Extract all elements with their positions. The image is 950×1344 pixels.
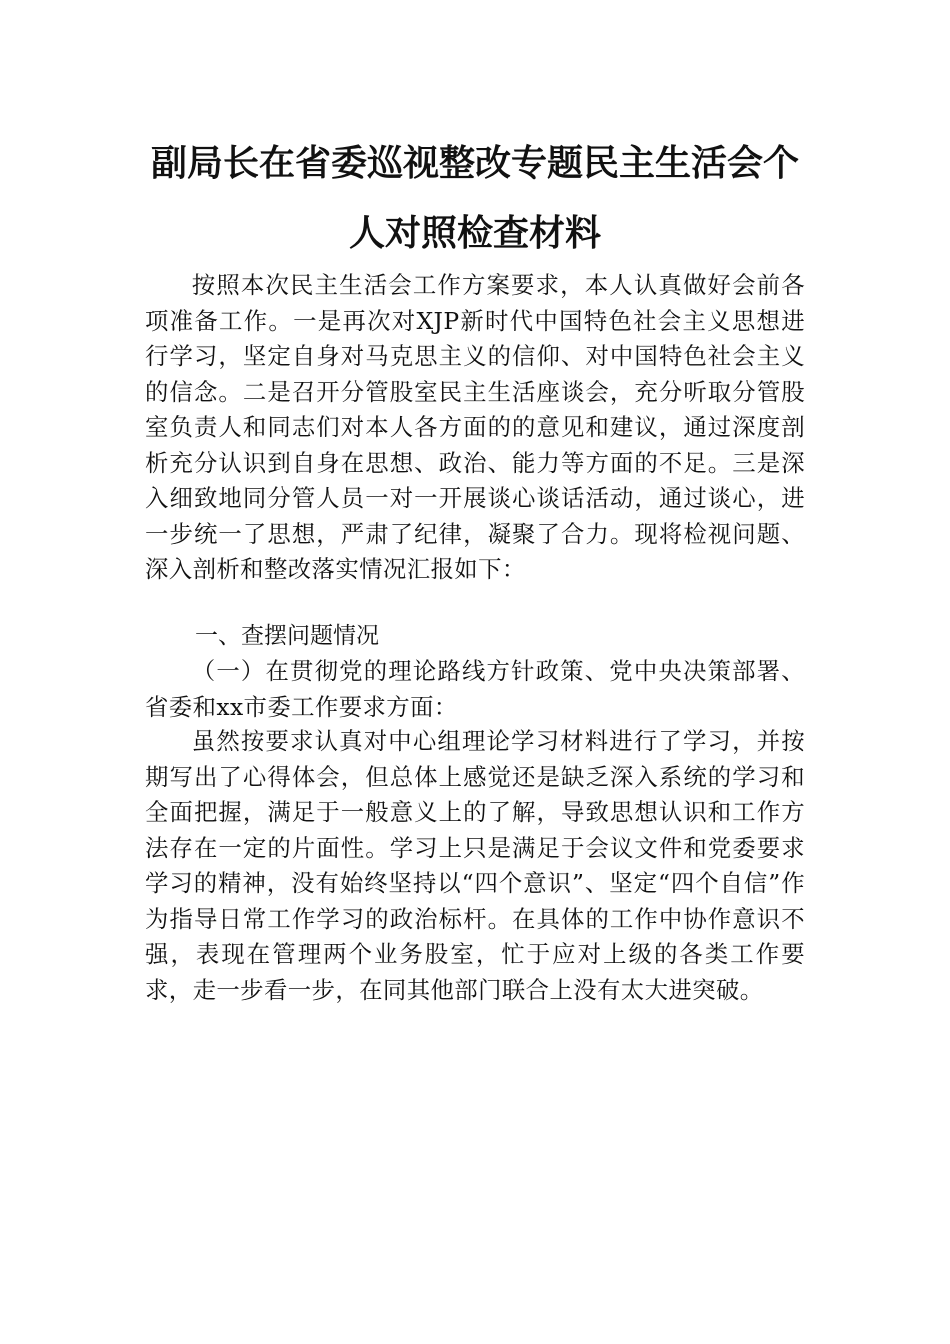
section-heading: 一、查摆问题情况: [195, 623, 379, 649]
subsection-body-paragraph: 虽然按要求认真对中心组理论学习材料进行了学习，并按期写出了心得体会，但总体上感觉还是缺乏深入系统的学习和全面把握，满足于一般意义上的了解，导致思想认识和工作方法存在一定的片面性。学习上只是满足于会议文件和党委要求学习的精神，没有始终坚持以“四个意识”、坚定“四个自信”作为指导日常工作学习的政治标杆。在具体的工作中协作意识不强，表现在管理两个业务股室，忙于应对上级的各类工作要求，走一步看一步，在同其他部门联合上没有太大进突破。: [145, 727, 805, 1004]
document-title-line-1: 副局长在省委巡视整改专题民主生活会个: [150, 142, 799, 184]
subsection-heading: （一）在贯彻党的理论路线方针政策、党中央决策部署、省委和xx市委工作要求方面：: [145, 657, 805, 721]
document-title-line-2: 人对照检查材料: [348, 212, 601, 254]
intro-paragraph: 按照本次民主生活会工作方案要求，本人认真做好会前各项准备工作。一是再次对XJP新时代中国特色社会主义思想进行学习，坚定自身对马克思主义的信仰、对中国特色社会主义的信念。二是召开分管股室民主生活座谈会，充分听取分管股室负责人和同志们对本人各方面的的意见和建议，通过深度剖析充分认识到自身在思想、政治、能力等方面的不足。三是深入细致地同分管人员一对一开展谈心谈话活动，通过谈心，进一步统一了思想，严肃了纪律，凝聚了合力。现将检视问题、深入剖析和整改落实情况汇报如下：: [145, 271, 805, 583]
